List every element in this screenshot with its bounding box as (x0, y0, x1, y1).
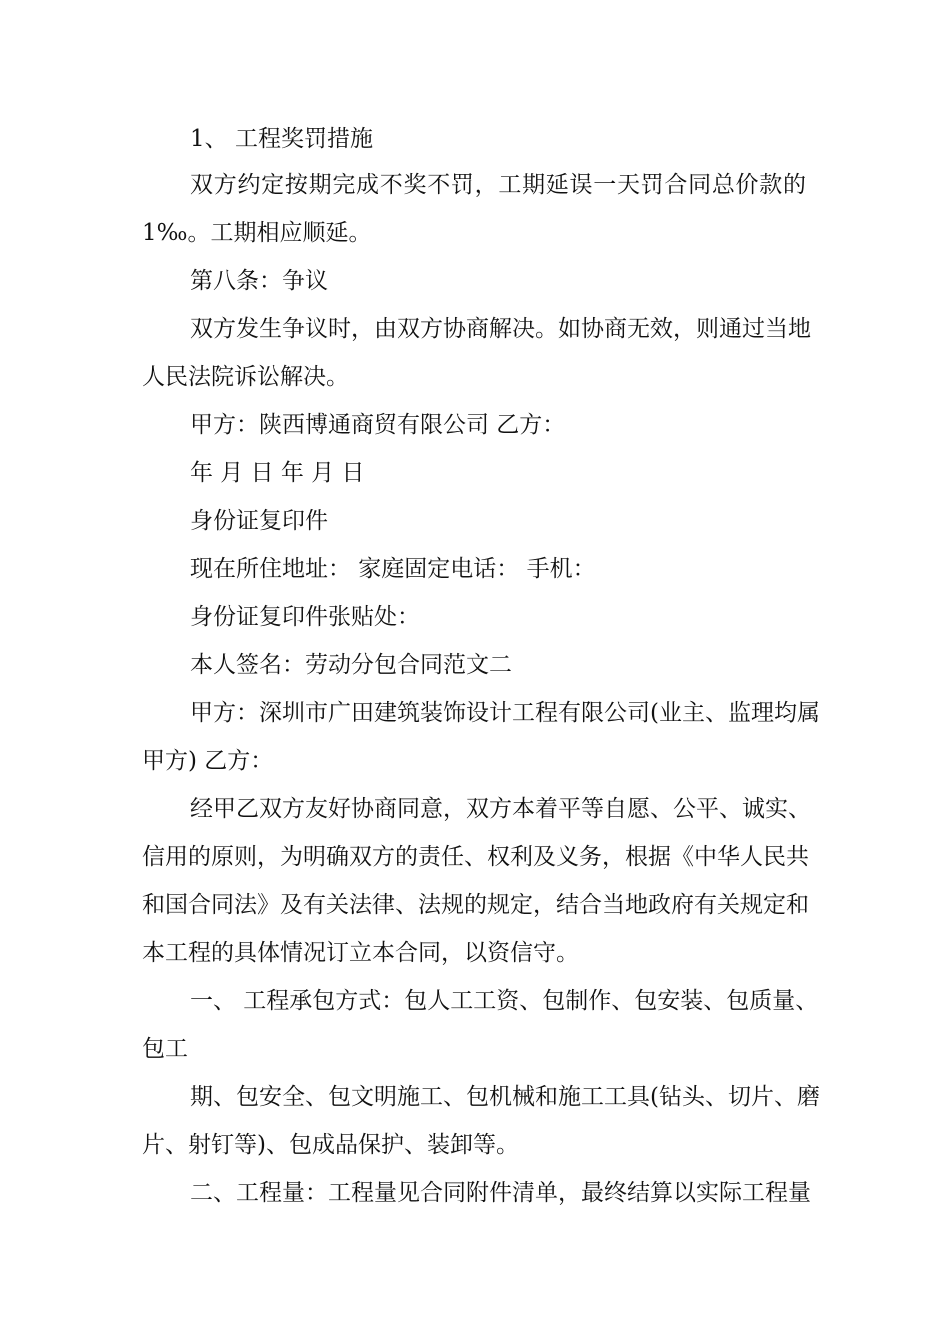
paragraph-line: 人民法院诉讼解决。 (142, 364, 349, 390)
paragraph-line: 信用的原则，为明确双方的责任、权利及义务，根据《中华人民共 (142, 844, 809, 870)
paragraph-line: 片、射钉等)、包成品保护、装卸等。 (142, 1132, 519, 1158)
paragraph-line: 1‰。工期相应顺延。 (142, 220, 372, 246)
date-line: 年 月 日 年 月 日 (190, 460, 365, 486)
paragraph-line: 本工程的具体情况订立本合同，以资信守。 (142, 940, 579, 966)
section-heading-rewards-penalties: 1、 工程奖罚措施 (190, 126, 373, 152)
quantity-line: 二、工程量：工程量见合同附件清单，最终结算以实际工程量 (190, 1180, 811, 1206)
paragraph-line: 期、包安全、包文明施工、包机械和施工工具(钻头、切片、磨 (190, 1084, 820, 1110)
party-b-line: 甲方) 乙方： (142, 748, 274, 774)
paragraph-line: 经甲乙双方友好协商同意，双方本着平等自愿、公平、诚实、 (190, 796, 811, 822)
id-paste-label: 身份证复印件张贴处： (190, 604, 420, 630)
paragraph-line: 和国合同法》及有关法律、法规的规定，结合当地政府有关规定和 (142, 892, 809, 918)
party-line: 甲方：陕西博通商贸有限公司 乙方： (190, 412, 566, 438)
article-heading-dispute: 第八条：争议 (190, 268, 328, 294)
paragraph-line: 包工 (142, 1036, 188, 1062)
paragraph-line: 双方发生争议时，由双方协商解决。如协商无效，则通过当地 (190, 316, 811, 342)
id-copy-label: 身份证复印件 (190, 508, 328, 534)
paragraph-line: 双方约定按期完成不奖不罚，工期延误一天罚合同总价款的 (190, 172, 806, 198)
party-a-line: 甲方：深圳市广田建筑装饰设计工程有限公司(业主、监理均属 (190, 700, 820, 726)
contract-method-line: 一、 工程承包方式：包人工工资、包制作、包安装、包质量、 (190, 988, 819, 1014)
signature-line: 本人签名：劳动分包合同范文二 (190, 652, 512, 678)
contact-info-line: 现在所住地址： 家庭固定电话： 手机： (190, 556, 596, 582)
